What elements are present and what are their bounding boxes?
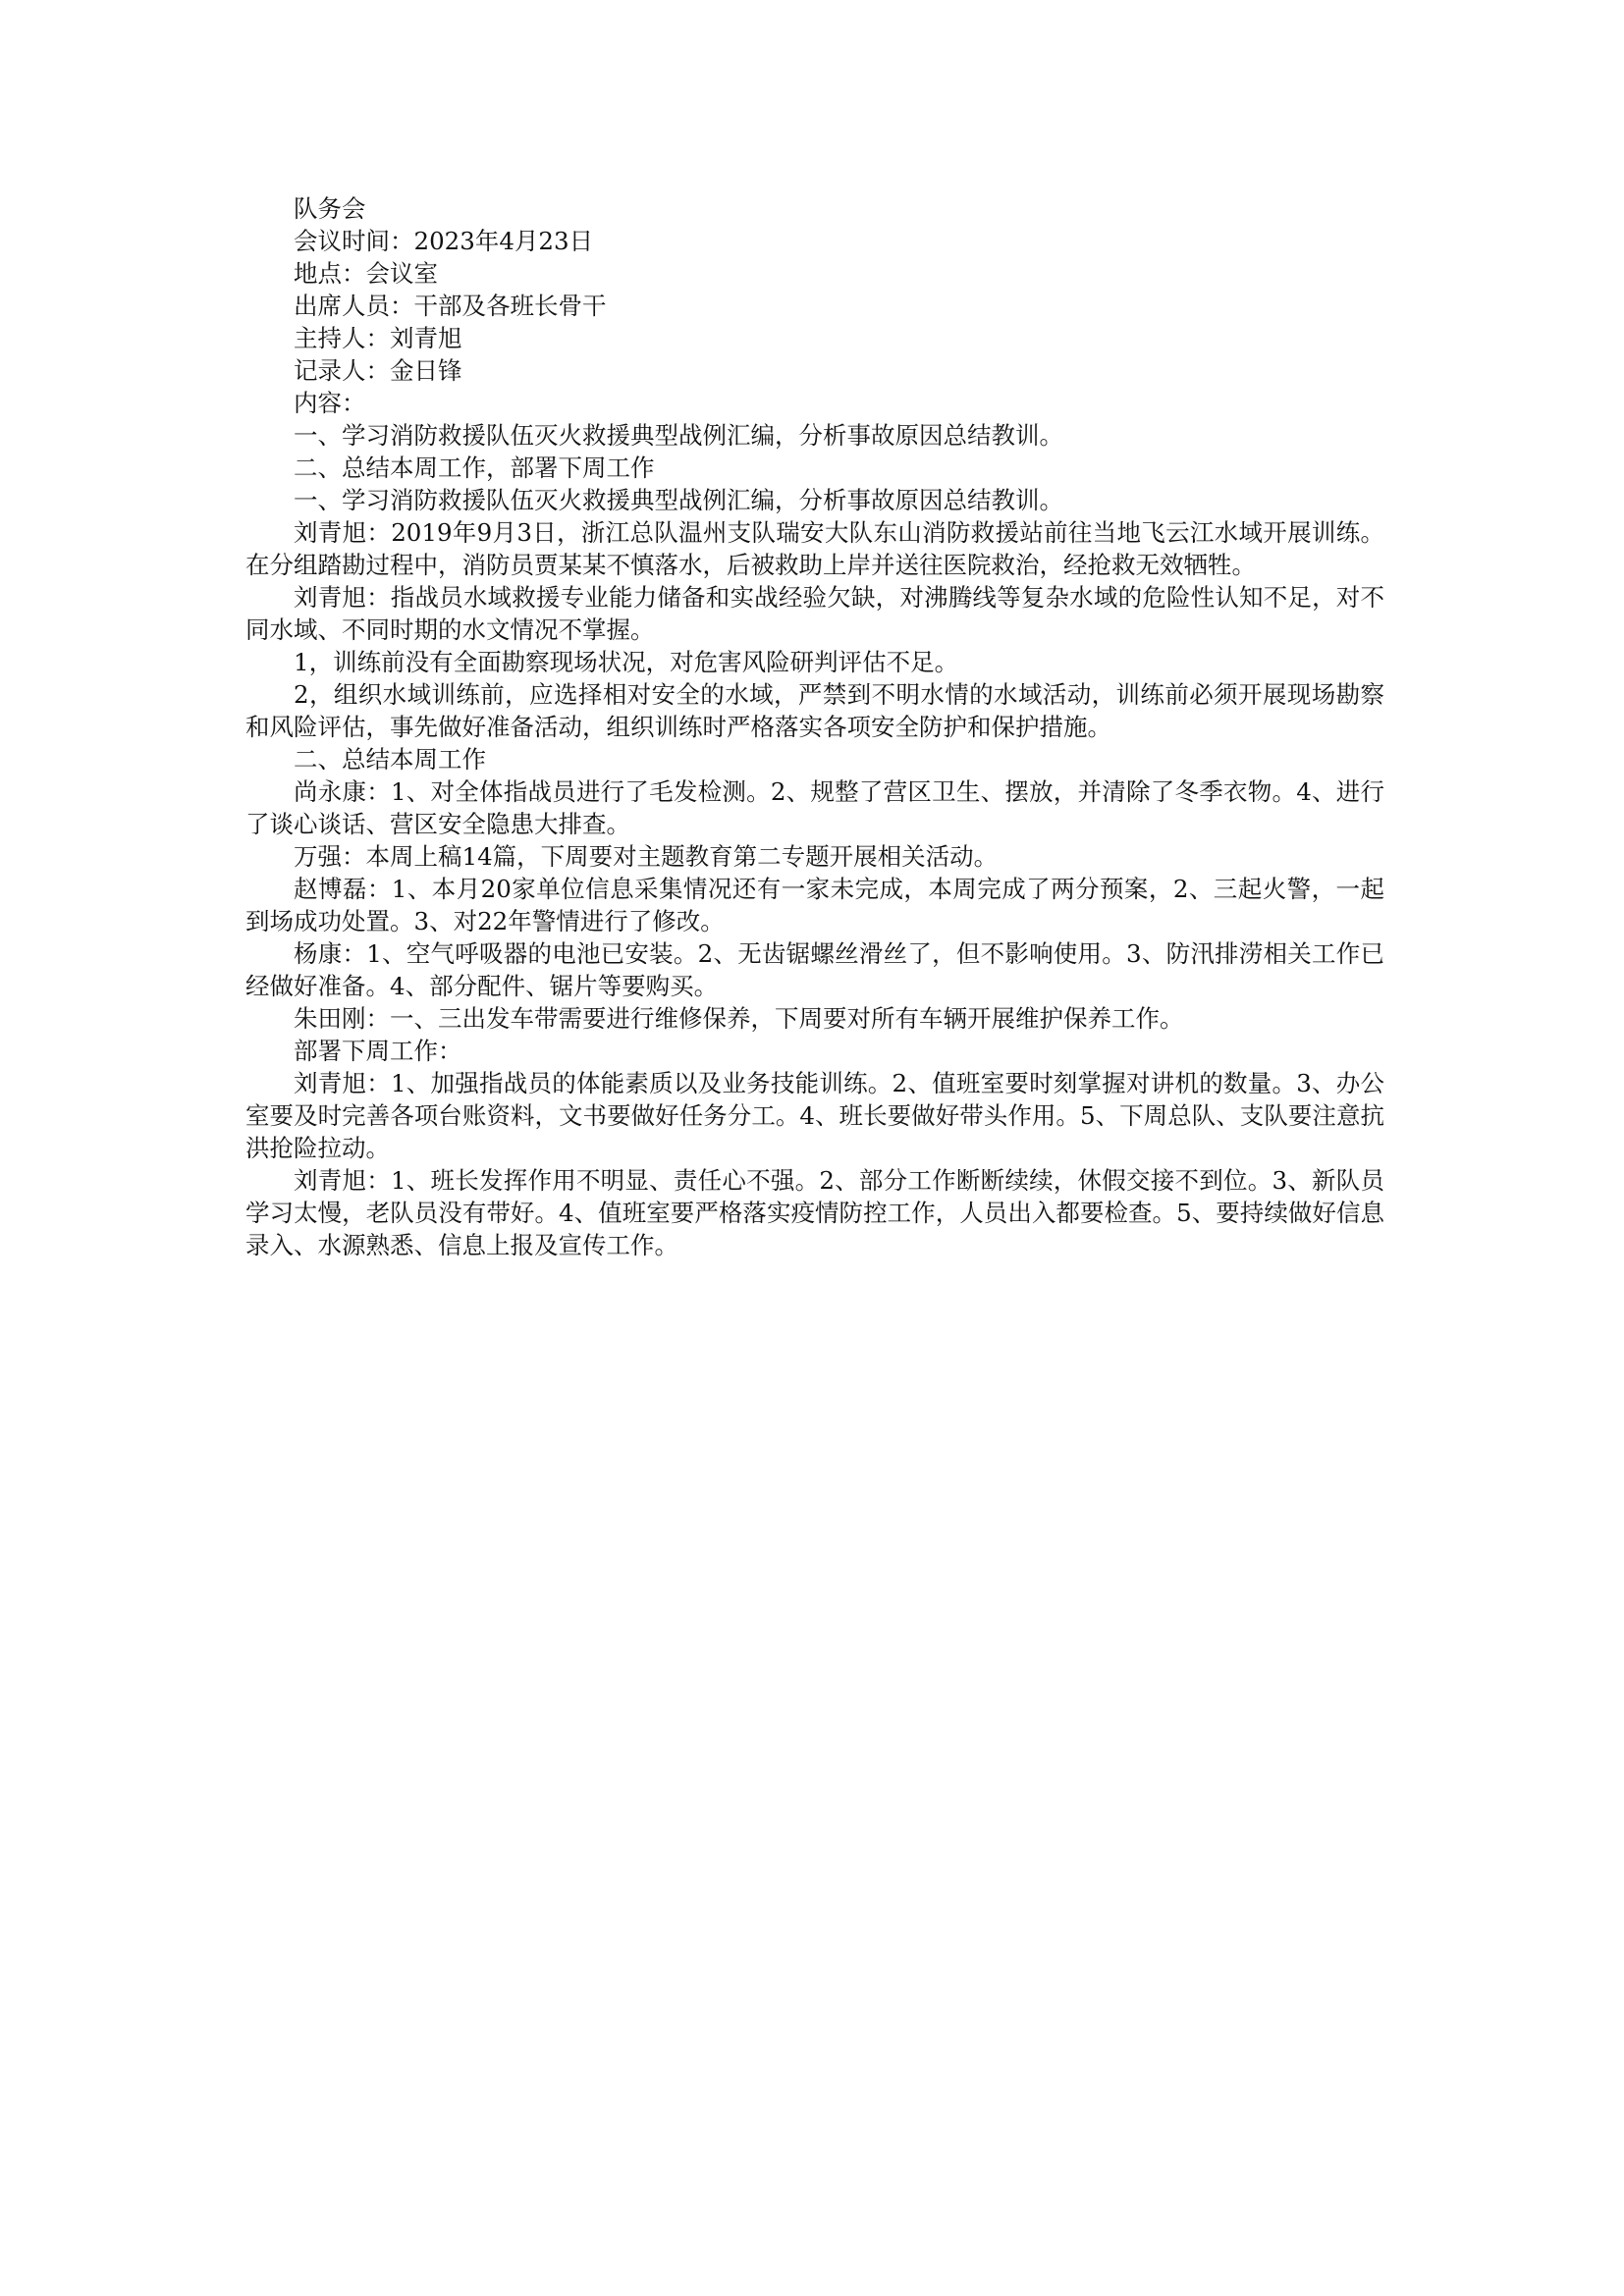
next-week-heading: 部署下周工作： bbox=[294, 1037, 462, 1065]
report-yang: 杨康：1、空气呼吸器的电池已安装。2、无齿锯螺丝滑丝了，但不影响使用。3、防汛排涝相关工作已经做好准备。4、部分配件、锯片等要购买。 bbox=[245, 939, 1384, 1000]
report-zhu: 朱田刚：一、三出发车带需要进行维修保养，下周要对所有车辆开展维护保养工作。 bbox=[294, 1004, 1184, 1033]
document-title: 队务会 bbox=[294, 194, 366, 223]
meeting-host: 主持人：刘青旭 bbox=[294, 324, 462, 352]
report-shang: 尚永康：1、对全体指战员进行了毛发检测。2、规整了营区卫生、摆放，并清除了冬季衣物。4、进行了谈心谈话、营区安全隐患大排查。 bbox=[245, 777, 1384, 838]
next-week-plan-1: 刘青旭：1、加强指战员的体能素质以及业务技能训练。2、值班室要时刻掌握对讲机的数量。3、办公室要及时完善各项台账资料，文书要做好任务分工。4、班长要做好带头作用。5、下周总队、支队要注意抗洪抢险拉动。 bbox=[245, 1069, 1384, 1162]
case-description: 刘青旭：2019年9月3日，浙江总队温州支队瑞安大队东山消防救援站前往当地飞云江水域开展训练。在分组踏勘过程中，消防员贾某某不慎落水，后被救助上岸并送往医院救治，经抢救无效牺牲。 bbox=[245, 518, 1384, 579]
case-analysis: 刘青旭：指战员水域救援专业能力储备和实战经验欠缺，对沸腾线等复杂水域的危险性认知不足，对不同水域、不同时期的水文情况不掌握。 bbox=[245, 583, 1384, 644]
report-wan: 万强：本周上稿14篇，下周要对主题教育第二专题开展相关活动。 bbox=[294, 842, 999, 871]
lesson-1: 1，训练前没有全面勘察现场状况，对危害风险研判评估不足。 bbox=[294, 648, 959, 676]
document-page bbox=[245, 192, 1384, 1261]
section-1-heading: 一、学习消防救援队伍灭火救援典型战例汇编，分析事故原因总结教训。 bbox=[294, 486, 1063, 514]
next-week-plan-2: 刘青旭：1、班长发挥作用不明显、责任心不强。2、部分工作断断续续，休假交接不到位。3、新队员学习太慢，老队员没有带好。4、值班室要严格落实疫情防控工作，人员出入都要检查。5、要持续做好信息录入、水源熟悉、信息上报及宣传工作。 bbox=[245, 1166, 1384, 1259]
meeting-recorder: 记录人：金日锋 bbox=[294, 356, 462, 385]
report-zhao: 赵博磊：1、本月20家单位信息采集情况还有一家未完成，本周完成了两分预案，2、三起火警，一起到场成功处置。3、对22年警情进行了修改。 bbox=[245, 875, 1384, 935]
lesson-2: 2，组织水域训练前，应选择相对安全的水域，严禁到不明水情的水域活动，训练前必须开展现场勘察和风险评估，事先做好准备活动，组织训练时严格落实各项安全防护和保护措施。 bbox=[245, 680, 1384, 741]
section-2-heading: 二、总结本周工作 bbox=[294, 745, 486, 774]
meeting-location: 地点：会议室 bbox=[294, 259, 438, 288]
agenda-item-1: 一、学习消防救援队伍灭火救援典型战例汇编，分析事故原因总结教训。 bbox=[294, 421, 1063, 450]
content-label: 内容： bbox=[294, 389, 366, 417]
agenda-item-2: 二、总结本周工作，部署下周工作 bbox=[294, 454, 655, 482]
meeting-time: 会议时间：2023年4月23日 bbox=[294, 227, 594, 255]
meeting-attendees: 出席人员：干部及各班长骨干 bbox=[294, 292, 607, 320]
